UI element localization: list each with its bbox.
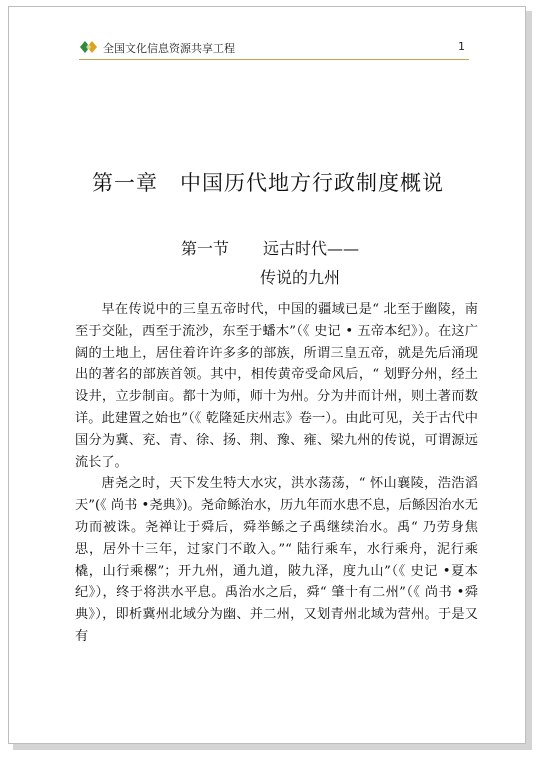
section-heading xyxy=(181,236,359,259)
section-title-line2: 传说的九州 xyxy=(260,268,341,287)
section-title-line1: 远古时代—— xyxy=(263,239,360,258)
document-page xyxy=(8,6,526,744)
page-number: 1 xyxy=(458,40,465,53)
body-text xyxy=(75,299,478,648)
chapter-title: 第一章 中国历代地方行政制度概说 xyxy=(92,171,444,195)
section-number: 第一节 xyxy=(181,239,230,258)
paragraph: 早在传说中的三皇五帝时代，中国的疆域已是“ 北至于幽陵，南至于交阯，西至于流沙，东至于蟠木”（《 史记 • 五帝本纪》）。在这广阔的土地上，居住着许许多多的部族，所谓三皇五帝，就是先后涌现出的著名的部族首领。其中，相传黄帝受命风后，“ 划野分州，经土设井，立步制亩。都十为师，师十为州。分为井而计州，则土著而数详。此建置之始也”（《 乾隆延庆州志》卷一）。由此可见，关于古代中国分为冀、兖、青、徐、扬、荆、豫、雍、梁九州的传说，可谓源远流长了。 xyxy=(75,302,478,470)
diamond-logo-icon xyxy=(79,40,99,54)
paragraph: 唐尧之时，天下发生特大水灾，洪水荡荡，“ 怀山襄陵，浩浩滔天”(《 尚书 •尧典》)。尧命鲧治水，历九年而水患不息，后鲧因治水无功而被诛。尧禅让于舜后，舜举鲧之子禹继续治水。禹“ 乃劳身焦思，居外十三年，过家门不敢入。”“ 陆行乘车，水行乘舟，泥行乘橇，山行乘樏”；开九州，通九道，陂九泽，度九山”（《 史记 •夏本纪》），终于将洪水平息。禹治水之后，舜“ 肇十有二州”（《 尚书 •舜典》），即析冀州北域分为幽、并二州，又划青州北域为营州。于是又有 xyxy=(75,476,478,644)
page-header xyxy=(79,37,469,60)
header-title: 全国文化信息资源共享工程 xyxy=(103,42,235,55)
